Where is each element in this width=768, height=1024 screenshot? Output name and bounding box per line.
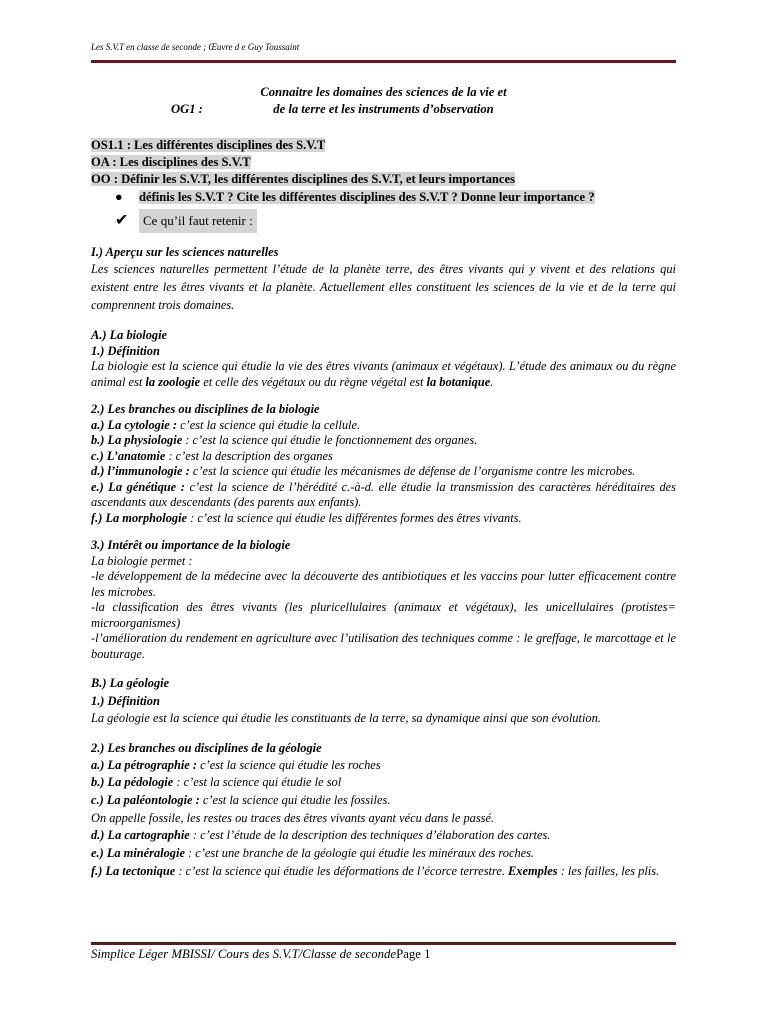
retenir-box: Ce qu’il faut retenir :	[139, 209, 257, 233]
branch-morphologie: f.) La morphologie : c’est la science qui étudie les différentes formes des êtres vivants.	[91, 510, 522, 525]
page-number: Page 1	[396, 947, 431, 961]
branch-cartographie: d.) La cartographie : c’est l’étude de la description des techniques d’élaboration des cartes.	[91, 828, 551, 843]
geologie-def: La géologie est la science qui étudie les constituants de la terre, sa dynamique ainsi que son évolution.	[91, 711, 601, 725]
objective-os: OS1.1 : Les différentes disciplines des S.V.T	[91, 138, 326, 152]
footer-rule	[91, 942, 676, 945]
importance-item: -la classification des êtres vivants (les pluricellulaires (animaux et végétaux), les unicellulaires (protistes= microorganismes)	[91, 600, 676, 630]
question-text: définis les S.V.T ? Cite les différentes disciplines des S.V.T ? Donne leur importance ?	[139, 190, 595, 204]
importance-item: -l’amélioration du rendement en agriculture avec l’utilisation des techniques comme : le greffage, le marcottage et le bouturage.	[91, 631, 676, 661]
branch-pedologie: b.) La pédologie : c’est la science qui étudie le sol	[91, 775, 342, 790]
page-footer	[91, 947, 431, 962]
bullet-dot-icon: ●	[115, 190, 123, 204]
section-1-text: Les sciences naturelles permettent l’étude de la planète terre, des êtres vivants qui y vivent et des relations qui existent entre les êtres vivants et la planète. Actuellement elles constituent les sciences de la vie et de la terre qui comprennent trois domaines.	[91, 262, 676, 312]
running-header: Les S.V.T en classe de seconde ; Œuvre d e Guy Toussaint	[91, 42, 300, 52]
fossile-definition: On appelle fossile, les restes ou traces des êtres vivants ayant vécu dans le passé.	[91, 810, 495, 825]
geologie-branches-heading: 2.) Les branches ou disciplines de la géologie	[91, 741, 322, 755]
biologie-importance-heading: 3.) Intérêt ou importance de la biologie	[91, 538, 291, 552]
branch-mineralogie: e.) La minéralogie : c’est une branche de la géologie qui étudie les minéraux des roches.	[91, 846, 535, 861]
branch-paleontologie: c.) La paléontologie : c’est la science qui étudie les fossiles.	[91, 792, 391, 807]
branch-physiologie: b.) La physiologie : c’est la science qui étudie le fonctionnement des organes.	[91, 433, 478, 447]
geologie-heading: B.) La géologie	[91, 676, 170, 690]
branch-cytologie: a.) La cytologie : c’est la science qui étudie la cellule.	[91, 417, 361, 432]
branch-anatomie: c.) L’anatomie : c’est la description des organes	[91, 448, 333, 463]
title-line-2	[91, 101, 676, 118]
retenir-row	[91, 209, 676, 233]
og-code: OG1 :	[171, 102, 203, 116]
header-rule	[91, 60, 676, 63]
checkmark-icon: ✔	[115, 212, 129, 229]
title-line-2-text: de la terre et les instruments d’observation	[273, 102, 494, 116]
importance-item: -le développement de la médecine avec la découverte des antibiotiques et les vaccins pour lutter efficacement contre les microbes.	[91, 569, 676, 599]
title-line-1: Connaitre les domaines des sciences de la vie et	[260, 85, 507, 99]
objective-oa: OA : Les disciplines des S.V.T	[91, 155, 251, 169]
biologie-branches-heading: 2.) Les branches ou disciplines de la biologie	[91, 402, 320, 416]
objective-oo: OO : Définir les S.V.T, les différentes disciplines des S.V.T, et leurs importances	[91, 172, 515, 186]
importance-intro: La biologie permet :	[91, 553, 193, 568]
biologie-def: La biologie est la science qui étudie la vie des êtres vivants (animaux et végétaux). L’étude des animaux ou du règne animal est la zoologie et celle des végétaux ou du règne végétal est la botanique.	[91, 359, 676, 389]
branch-immunologie: d.) l’immunologie : c’est la science qui étudie les mécanismes de défense de l’organisme contre les microbes.	[91, 464, 636, 478]
branch-petrographie: a.) La pétrographie : c’est la science qui étudie les roches	[91, 757, 381, 772]
question-bullet	[91, 188, 676, 207]
biologie-heading: A.) La biologie	[91, 328, 168, 342]
geologie-def-heading: 1.) Définition	[91, 693, 160, 708]
page-body	[91, 84, 676, 880]
branch-genetique: e.) La génétique : c’est la science de l’hérédité c.-à-d. elle étudie la transmission des caractères héréditaires des ascendants aux descendants (des parents aux enfants).	[91, 479, 676, 509]
footer-text: Simplice Léger MBISSI/ Cours des S.V.T/Classe de seconde	[91, 947, 397, 961]
section-1-heading: I.) Aperçu sur les sciences naturelles	[91, 244, 279, 259]
biologie-def-heading: 1.) Définition	[91, 343, 160, 358]
branch-tectonique: f.) La tectonique : c’est la science qui étudie les déformations de l’écorce terrestre. Exemples : les failles, les plis.	[91, 863, 660, 878]
